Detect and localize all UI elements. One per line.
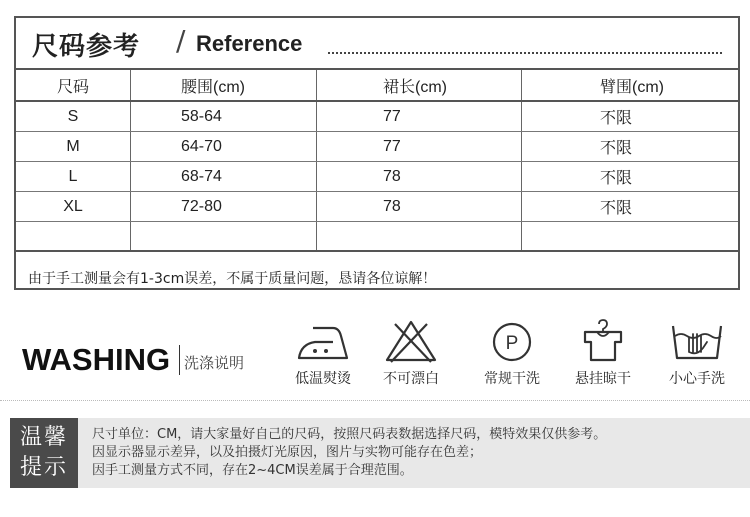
tips-text [92, 426, 606, 480]
cell-waist: 58-64 [131, 101, 317, 132]
wash-label-dryclean: 常规干洗 [484, 371, 540, 387]
cell-size: M [16, 132, 131, 162]
size-chart-title-en: Reference [196, 31, 303, 56]
cell-waist: 68-74 [131, 162, 317, 192]
cell-length: 78 [317, 162, 522, 192]
table-row [16, 162, 738, 192]
column-header-size: 尺码 [16, 70, 131, 101]
cell-waist: 64-70 [131, 132, 317, 162]
table-row [16, 192, 738, 222]
tips-label-line1: 温馨 [19, 425, 68, 450]
tips-line: 因手工测量方式不同，存在2~4CM误差属于合理范围。 [92, 463, 413, 478]
cell-length: 78 [317, 192, 522, 222]
cell-waist: 72-80 [131, 192, 317, 222]
size-chart-title: 尺码参考 [32, 32, 141, 62]
cell-size: S [16, 101, 131, 132]
section-divider [0, 400, 750, 401]
column-header-length: 裙长(cm) [317, 70, 522, 101]
table-header-row [16, 70, 738, 101]
measurement-note: 由于手工测量会有1-3cm误差，不属于质量问题，恳请各位谅解！ [28, 271, 437, 287]
wash-label-hang: 悬挂晾干 [575, 371, 631, 387]
wash-item-handwash [662, 318, 732, 388]
table-row [16, 132, 738, 162]
cell-arm: 不限 [522, 192, 739, 222]
cell-empty [131, 222, 317, 252]
size-table [16, 70, 738, 252]
tips-line: 因显示器显示差异，以及拍摄灯光原因，图片与实物可能存在色差； [92, 445, 483, 460]
svg-text:P: P [505, 333, 519, 354]
title-dotted-line [328, 52, 722, 54]
hand-wash-icon [667, 318, 727, 364]
wash-item-iron [288, 318, 358, 388]
tips-label-line2: 提示 [19, 455, 68, 480]
iron-low-icon [293, 318, 353, 364]
size-chart-header [16, 18, 738, 70]
wash-item-dryclean [477, 318, 547, 388]
column-header-arm: 臂围(cm) [522, 70, 739, 101]
dry-clean-icon [482, 318, 542, 364]
table-empty-row [16, 222, 738, 252]
wash-item-hang [568, 318, 638, 388]
cell-length: 77 [317, 101, 522, 132]
cell-length: 77 [317, 132, 522, 162]
tips-line: 尺寸单位：CM，请大家量好自己的尺码，按照尺码表数据选择尺码，模特效果仅供参考。 [92, 427, 607, 442]
no-bleach-icon [381, 318, 441, 364]
cell-size: XL [16, 192, 131, 222]
cell-empty [522, 222, 739, 252]
cell-arm: 不限 [522, 162, 739, 192]
table-row [16, 101, 738, 132]
cell-arm: 不限 [522, 132, 739, 162]
cell-size: L [16, 162, 131, 192]
cell-arm: 不限 [522, 101, 739, 132]
cell-empty [16, 222, 131, 252]
washing-subtitle: 洗涤说明 [184, 354, 245, 372]
hang-dry-icon [573, 318, 633, 364]
washing-separator [179, 345, 180, 375]
wash-label-iron: 低温熨烫 [295, 371, 351, 387]
cell-empty [317, 222, 522, 252]
tips-label [10, 418, 78, 488]
column-header-waist: 腰围(cm) [131, 70, 317, 101]
washing-title: WASHING [22, 342, 171, 377]
wash-item-bleach [376, 318, 446, 388]
wash-label-handwash: 小心手洗 [669, 371, 725, 387]
tips-panel [10, 418, 750, 488]
title-separator: / [176, 24, 186, 57]
size-chart [14, 16, 740, 290]
wash-label-bleach: 不可漂白 [383, 371, 439, 387]
